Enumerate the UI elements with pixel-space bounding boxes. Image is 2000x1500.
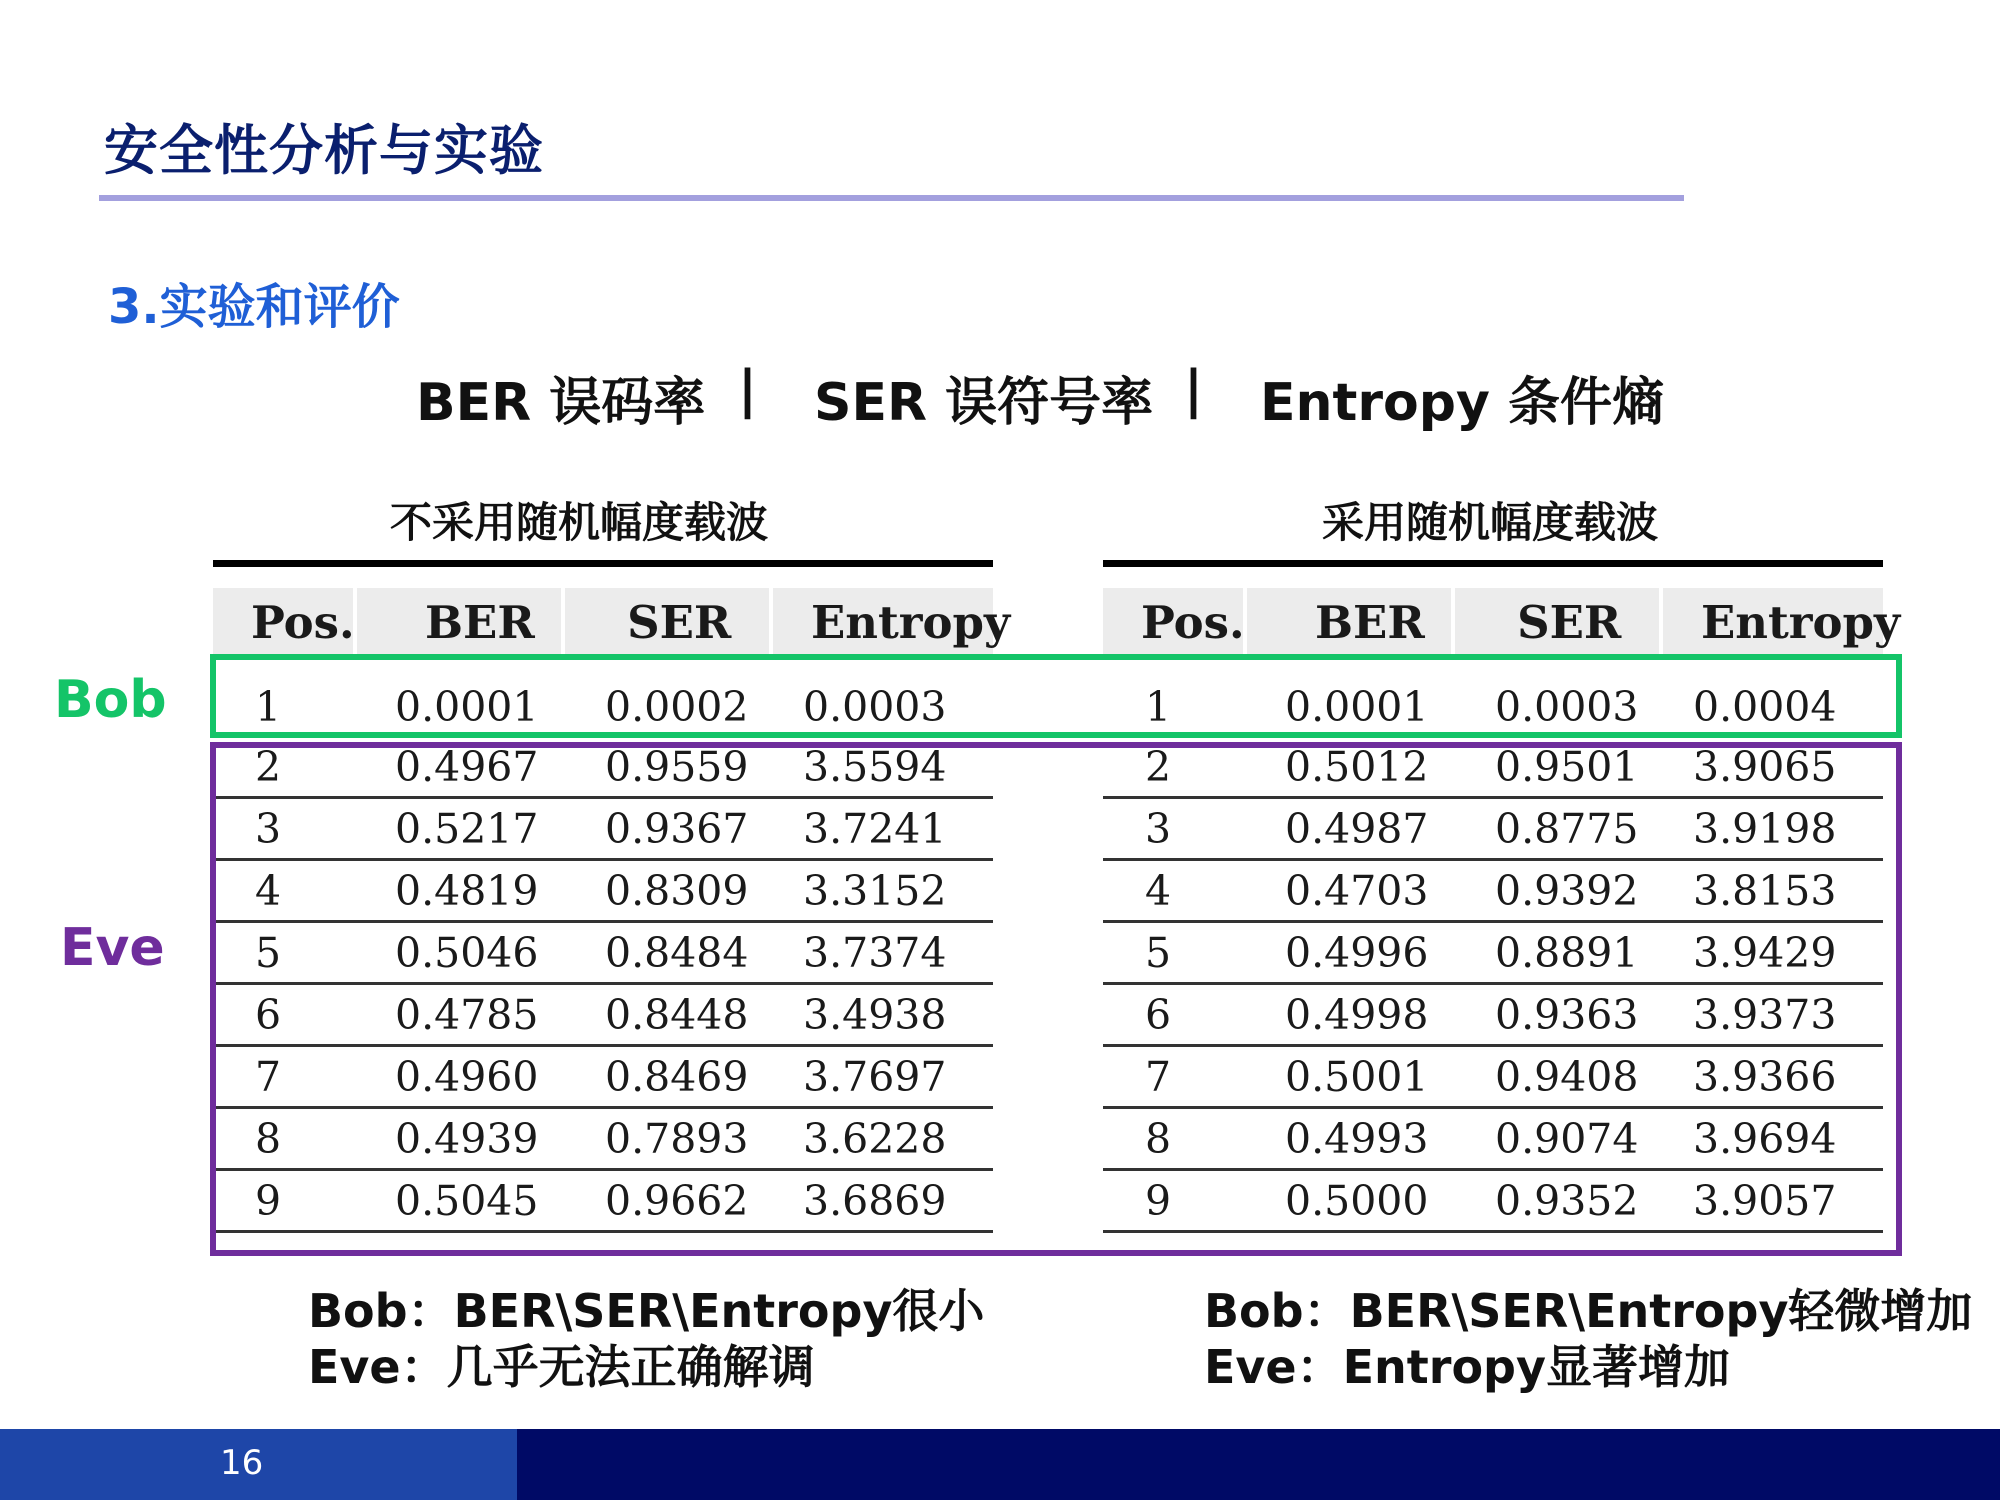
note-left-line2: Eve：几乎无法正确解调: [308, 1340, 815, 1394]
cell-ber: 0.4703: [1285, 866, 1429, 915]
cell-entropy: 3.6228: [803, 1114, 947, 1163]
cell-ber: 0.4987: [1285, 804, 1429, 853]
cell-pos: 1: [1145, 683, 1172, 731]
cell-ber: 0.5012: [1285, 742, 1429, 791]
cell-ber: 0.4785: [395, 990, 539, 1039]
note-right-line1: Bob：BER\SER\Entropy轻微增加: [1204, 1284, 1973, 1338]
cell-ber: 0.4996: [1285, 928, 1429, 977]
cell-ber: 0.5046: [395, 928, 539, 977]
cell-ber: 0.4819: [395, 866, 539, 915]
cell-entropy: 3.4938: [803, 990, 947, 1039]
cell-ser: 0.9408: [1495, 1052, 1639, 1101]
cell-ser: 0.8891: [1495, 928, 1639, 977]
cell-entropy: 3.9057: [1693, 1176, 1837, 1225]
cell-pos: 4: [255, 866, 282, 915]
table-caption-left: 不采用随机幅度载波: [390, 498, 769, 547]
header-entropy: Entropy: [1663, 588, 1883, 656]
cell-ber: 0.4998: [1285, 990, 1429, 1039]
cell-ber: 0.5000: [1285, 1176, 1429, 1225]
cell-pos: 6: [255, 990, 282, 1039]
cell-pos: 8: [255, 1114, 282, 1163]
cell-pos: 1: [255, 683, 282, 731]
cell-entropy: 3.7697: [803, 1052, 947, 1101]
cell-pos: 3: [1145, 804, 1172, 853]
cell-entropy: 3.7241: [803, 804, 947, 853]
header-pos: Pos.: [1103, 588, 1243, 656]
cell-ser: 0.8448: [605, 990, 749, 1039]
cell-entropy: 3.9429: [1693, 928, 1837, 977]
legend-separator: |: [738, 360, 757, 420]
cell-ser: 0.8469: [605, 1052, 749, 1101]
cell-pos: 4: [1145, 866, 1172, 915]
cell-pos: 9: [255, 1176, 282, 1225]
table-header-row: [1103, 588, 1901, 656]
cell-pos: 2: [255, 742, 282, 791]
legend-entropy: Entropy 条件熵: [1260, 373, 1664, 433]
cell-ser: 0.0002: [605, 683, 749, 731]
footer-bar: [0, 1429, 2000, 1500]
cell-ber: 0.4967: [395, 742, 539, 791]
cell-pos: 9: [1145, 1176, 1172, 1225]
cell-ser: 0.0003: [1495, 683, 1639, 731]
cell-ser: 0.9363: [1495, 990, 1639, 1039]
cell-entropy: 3.8153: [1693, 866, 1837, 915]
cell-ser: 0.7893: [605, 1114, 749, 1163]
cell-ser: 0.9662: [605, 1176, 749, 1225]
cell-ser: 0.9392: [1495, 866, 1639, 915]
cell-ber: 0.5045: [395, 1176, 539, 1225]
table-caption-right: 采用随机幅度载波: [1322, 498, 1659, 547]
cell-ber: 0.0001: [1285, 683, 1429, 731]
cell-ser: 0.8775: [1495, 804, 1639, 853]
cell-ber: 0.5217: [395, 804, 539, 853]
eve-label: Eve: [60, 918, 165, 978]
cell-ser: 0.9074: [1495, 1114, 1639, 1163]
table-header-row: [213, 588, 1011, 656]
legend-ber: BER 误码率: [416, 373, 706, 433]
cell-entropy: 3.9373: [1693, 990, 1837, 1039]
table-top-rule: [213, 560, 993, 567]
header-ber: BER: [357, 588, 561, 656]
cell-ber: 0.5001: [1285, 1052, 1429, 1101]
eve-highlight-box: [210, 742, 1902, 1256]
note-left-line1: Bob：BER\SER\Entropy很小: [308, 1284, 985, 1338]
cell-ser: 0.9559: [605, 742, 749, 791]
title-underline: [99, 195, 1684, 201]
cell-ser: 0.9367: [605, 804, 749, 853]
note-right: [1204, 1283, 1972, 1395]
cell-ser: 0.9352: [1495, 1176, 1639, 1225]
cell-ber: 0.0001: [395, 683, 539, 731]
header-entropy: Entropy: [773, 588, 993, 656]
metric-legend: [0, 360, 2000, 433]
cell-pos: 2: [1145, 742, 1172, 791]
cell-pos: 8: [1145, 1114, 1172, 1163]
cell-entropy: 3.3152: [803, 866, 947, 915]
table-top-rule: [1103, 560, 1883, 567]
cell-entropy: 3.9694: [1693, 1114, 1837, 1163]
cell-pos: 6: [1145, 990, 1172, 1039]
legend-ser: SER 误符号率: [814, 373, 1154, 433]
cell-entropy: 3.6869: [803, 1176, 947, 1225]
section-heading: 3.实验和评价: [108, 279, 400, 335]
cell-entropy: 0.0004: [1693, 683, 1837, 731]
cell-entropy: 3.5594: [803, 742, 947, 791]
cell-pos: 3: [255, 804, 282, 853]
page-number: 16: [220, 1443, 264, 1483]
header-ser: SER: [565, 588, 769, 656]
cell-ser: 0.8309: [605, 866, 749, 915]
cell-entropy: 3.9065: [1693, 742, 1837, 791]
note-right-line2: Eve：Entropy显著增加: [1204, 1340, 1730, 1394]
cell-entropy: 3.7374: [803, 928, 947, 977]
slide-title: 安全性分析与实验: [104, 119, 544, 182]
cell-entropy: 3.9366: [1693, 1052, 1837, 1101]
header-ber: BER: [1247, 588, 1451, 656]
cell-pos: 5: [1145, 928, 1172, 977]
bob-label: Bob: [54, 670, 167, 730]
cell-ber: 0.4960: [395, 1052, 539, 1101]
cell-ber: 0.4939: [395, 1114, 539, 1163]
cell-ser: 0.8484: [605, 928, 749, 977]
header-pos: Pos.: [213, 588, 353, 656]
bob-highlight-box: [210, 654, 1902, 738]
cell-ber: 0.4993: [1285, 1114, 1429, 1163]
cell-entropy: 0.0003: [803, 683, 947, 731]
note-left: [308, 1283, 984, 1395]
cell-pos: 7: [255, 1052, 282, 1101]
header-ser: SER: [1455, 588, 1659, 656]
cell-entropy: 3.9198: [1693, 804, 1837, 853]
cell-pos: 7: [1145, 1052, 1172, 1101]
legend-separator: |: [1184, 360, 1203, 420]
cell-pos: 5: [255, 928, 282, 977]
cell-ser: 0.9501: [1495, 742, 1639, 791]
